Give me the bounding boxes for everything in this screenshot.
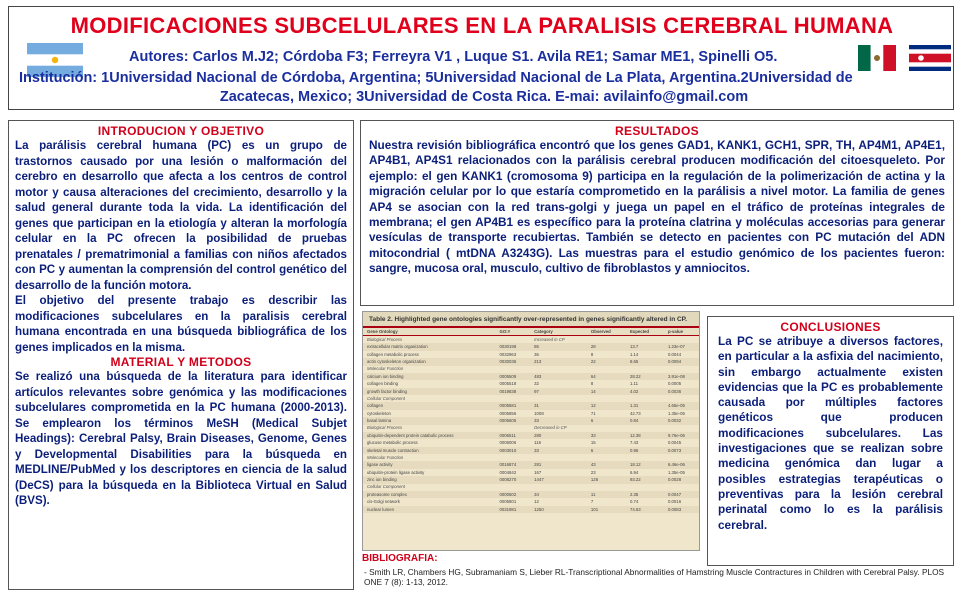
- table-cell: [587, 454, 626, 461]
- table-cell: [530, 395, 587, 402]
- table-cell: 13.7: [626, 343, 664, 350]
- table-cell: 0031981: [495, 506, 530, 513]
- table-row: [363, 351, 699, 358]
- table-cell: [664, 484, 699, 491]
- table-cell: collagen metabolic process: [367, 351, 419, 357]
- table-cell: 0.0044: [667, 351, 682, 357]
- authors: Autores: Carlos M.J2; Córdoba F3; Ferreyra V1 , Luque S1. Avila RE1; Samar ME1, Spinelli O5.: [129, 49, 778, 65]
- table-cell: [626, 484, 664, 491]
- bibliography-reference: - Smith LR, Chambers HG, Subramaniam S, Lieber RL-Transcriptional Abnormalities of Hamstring Muscle Contractures in Children with Cerebral Palsy. PLOS ONE 7 (8): 1-13, 2012.: [364, 567, 945, 587]
- table-cell: zinc ion binding: [363, 476, 495, 483]
- table-row: [363, 432, 699, 439]
- table-cell: 93.22: [626, 476, 664, 483]
- table-header-cell: Category: [530, 328, 587, 336]
- table-cell: [626, 336, 664, 344]
- table-cell: ubiquitin-dependent protein catabolic process: [363, 432, 495, 439]
- table-cell: [587, 425, 626, 432]
- table-cell: 28: [587, 343, 626, 350]
- table-cell: [530, 454, 587, 461]
- costa-rica-flag: [909, 45, 951, 71]
- table-cell: 281: [530, 461, 587, 468]
- table-body: [363, 336, 699, 514]
- table-cell: nuclear lumen: [363, 506, 495, 513]
- gene-ontology-table-image: [362, 311, 700, 551]
- table-cell: [530, 366, 587, 373]
- table-cell: calcium ion binding: [363, 373, 495, 380]
- table-header-cell: GO:#: [495, 328, 530, 336]
- results-paragraph: Nuestra revisión bibliográfica encontró que los genes GAD1, KANK1, GCH1, SPR, TH, AP4M1, AP4E1, AP4B1, AP4S1 relacionados con la parálisis cerebral producen modificación del citoesqueleto. Por ejemplo: el gen KANK1 (cromosoma 9) participa en la regulación de la polimerización de actina y la migración celular por lo que estaría comprometido en la parálisis a nivel motor. La familia de genes AP4 se asocian con la red trans-golgi y juega un papel en el tráfico de proteínas integrales de membrana; el gen AP4B1 es específico para la proteína clatrina y moléculas accesorias para generar vesículas de transporte recubiertas. También se detecto en pacientes con PC mutación del ADN mitocondrial ( mtDNA A3243G). Las muestras para el estudio genómico de los pacientes fueron: sangre, mucosa oral, musculo, cultivo de fibroblastos y amniocitos.: [369, 138, 945, 276]
- table-cell: cis-Golgi network: [367, 499, 400, 505]
- table-cell: 0.0047: [664, 491, 699, 498]
- methods-paragraph: Se realizó una búsqueda de la literatura para identificar artículos relevantes sobre genómica y las modificaciones subcelulares comprometida en la PC humana (2000-2013). Se emplearon los términos MeSH (Medical Subjet Headings): Cerebral Palsy, Brain Diseases, Genome, Genes y Developmental Disabilities para la búsqueda en MEDLINE/PubMed y los descriptores en ciencia de la salud (DeCS) para la búsqueda en la Biblioteca Virtual en Salud (BVS).: [15, 370, 347, 507]
- table-cell: 0005856: [499, 410, 517, 416]
- table-cell: 7: [590, 499, 594, 505]
- table-row: [363, 380, 699, 387]
- table-cell: collagen: [363, 402, 495, 409]
- table-cell: 0.0073: [664, 447, 699, 454]
- table-cell: ubiquitin-protein ligase activity: [367, 469, 425, 475]
- table-cell: 0030198: [495, 343, 530, 350]
- table-cell: Biological Process: [367, 336, 403, 342]
- table-cell: 0.0045: [667, 440, 682, 446]
- table-cell: 23: [590, 469, 596, 475]
- table-cell: 1.11: [629, 381, 638, 387]
- table-row: [363, 498, 699, 505]
- table-caption: Table 2. Highlighted gene ontologies significantly over-represented in genes significantly altered in CP.: [363, 312, 699, 328]
- table-cell: 483: [530, 373, 587, 380]
- intro-paragraph-2: El objetivo del presente trabajo es describir las modificaciones subcelulares en la paralisis cerebral humana encontrada en una búsqueda bibliográfica de los genes implicados en la misma.: [15, 294, 347, 354]
- table-cell: 12: [534, 499, 539, 505]
- bibliography-title: BIBLIOGRAFIA:: [362, 553, 438, 564]
- table-cell: [495, 484, 530, 491]
- table-cell: 1.35e-05: [667, 469, 685, 475]
- table-cell: Molecular Function: [367, 454, 404, 460]
- table-cell: 0005605: [495, 417, 530, 424]
- table-cell: proteasome complex: [363, 491, 495, 498]
- intro-title: INTRODUCION Y OBJETIVO: [97, 124, 265, 138]
- poster-title: MODIFICACIONES SUBCELULARES EN LA PARALISIS CEREBRAL HUMANA: [70, 13, 894, 38]
- table-cell: [626, 425, 664, 432]
- table-cell: 34: [530, 491, 587, 498]
- results-title: RESULTADOS: [615, 124, 699, 138]
- table-cell: 116: [534, 440, 542, 446]
- table-cell: 86: [530, 343, 587, 350]
- conclusions-panel: [707, 316, 954, 566]
- table-cell: [530, 484, 587, 491]
- table-cell: 0004842: [499, 469, 517, 475]
- table-cell: 0005581: [495, 402, 530, 409]
- table-cell: 33: [530, 447, 587, 454]
- table-cell: 22: [587, 358, 626, 365]
- table-cell: 0005801: [499, 499, 517, 505]
- table-cell: Increased in CP: [534, 336, 565, 342]
- table-cell: 0.0083: [664, 506, 699, 513]
- table-cell: [626, 454, 664, 461]
- table-cell: 280: [530, 432, 587, 439]
- table-cell: 33: [530, 417, 587, 424]
- table-cell: 31: [530, 402, 587, 409]
- table-cell: 97: [530, 388, 587, 395]
- table-row: [363, 461, 699, 468]
- table-cell: 9.76e-06: [664, 432, 699, 439]
- table-cell: 101: [587, 506, 626, 513]
- table-cell: 0032963: [499, 351, 517, 357]
- table-row: [363, 454, 699, 461]
- table-header-cell: Gene Ontology: [363, 328, 495, 336]
- table-cell: [664, 454, 699, 461]
- table-cell: 0.0094: [664, 358, 699, 365]
- table-cell: [587, 366, 626, 373]
- table-row: [363, 343, 699, 350]
- institution-line-1: Institución: 1Universidad Nacional de Córdoba, Argentina; 5Universidad Nacional de La Plata, Argentina.2Universidad de: [19, 70, 853, 86]
- intro-paragraph-1: La parálisis cerebral humana (PC) es un grupo de trastornos causado por una lesión o malformación del cerebro en desarrollo que afecta a los centros de control motor y causa alteraciones del crecimiento, desarrollo y la salud general durante toda la vida. La identificación del genes que participan en la etiología y alteran la morfología celular en la PC ofrecen la posibilidad de pruebas prenatales / prematrimonial a familias con niños afectados con PC y aumentan la comprensión del control genético del desarrollo de la función motora.: [15, 139, 347, 292]
- table-cell: 4.02: [626, 388, 664, 395]
- conclusions-paragraph: La PC se atribuye a diversos factores, en particular a la asfixia del nacimiento, sin embargo actualmente existen evidencias que la PC es probablemente causada por múltiples factores genéticos que producen modificaciones subcelulares. Las investigaciones que se realizan sobre medicina genómica dan lugar a posibles estrategias terapéuticas o preventivas para la lesión cerebral perinatal como lo es la parálisis cerebral.: [718, 334, 943, 532]
- table-cell: 11: [587, 491, 626, 498]
- table-cell: 1447: [530, 476, 587, 483]
- table-cell: 213: [530, 358, 587, 365]
- table-cell: skeletal muscle contraction: [363, 447, 495, 454]
- table-cell: 6: [587, 417, 626, 424]
- table-cell: [587, 395, 626, 402]
- results-panel: [360, 120, 954, 306]
- table-cell: 0.84: [626, 417, 664, 424]
- table-row: [363, 447, 699, 454]
- table-cell: 12: [587, 402, 626, 409]
- table-cell: 0.96: [626, 447, 664, 454]
- table-cell: 126: [587, 476, 626, 483]
- table-cell: 42.73: [629, 410, 641, 416]
- table-row: [363, 506, 699, 513]
- table-cell: 18.12: [626, 461, 664, 468]
- table-cell: 1.31: [626, 402, 664, 409]
- table-cell: 8: [590, 381, 594, 387]
- methods-title: MATERIAL Y METODOS: [110, 355, 252, 369]
- table-row: [363, 373, 699, 380]
- table-row: [363, 439, 699, 446]
- table-row: [363, 469, 699, 476]
- table-cell: [495, 336, 530, 344]
- table-cell: 14: [587, 388, 626, 395]
- table-cell: 0030036: [495, 358, 530, 365]
- table-cell: 4.65e-05: [664, 402, 699, 409]
- table-row: [363, 336, 699, 344]
- table-row: [363, 410, 699, 417]
- table-cell: [587, 484, 626, 491]
- poster-header: [8, 6, 954, 110]
- table-cell: [626, 366, 664, 373]
- table-cell: cytoskeleton: [367, 410, 391, 416]
- table-cell: 0000502: [495, 491, 530, 498]
- table-header-row: [363, 328, 699, 336]
- institution: [19, 69, 949, 107]
- table-cell: 36: [534, 351, 539, 357]
- table-cell: Molecular Function: [367, 366, 404, 372]
- table-cell: 6: [587, 447, 626, 454]
- table-cell: [587, 336, 626, 344]
- table-row: [363, 417, 699, 424]
- table-cell: [495, 395, 530, 402]
- table-cell: [664, 336, 699, 344]
- institution-line-2: Zacatecas, Mexico; 3Universidad de Costa Rica. E-mai: avilainfo@gmail.com: [219, 89, 749, 105]
- table-cell: [495, 425, 530, 432]
- table-row: [363, 358, 699, 365]
- table-cell: Biological Process: [367, 425, 403, 431]
- table-cell: 167: [534, 469, 542, 475]
- intro-methods-panel: [8, 120, 354, 590]
- table-cell: 7.43: [629, 440, 639, 446]
- table-cell: 71: [590, 410, 596, 416]
- table-cell: 0019838: [495, 388, 530, 395]
- table-cell: [626, 395, 664, 402]
- table-cell: 28.22: [626, 373, 664, 380]
- table-row: [363, 484, 699, 491]
- table-cell: Cellular Component: [367, 395, 405, 401]
- table-cell: 1250: [530, 506, 587, 513]
- table-cell: basal lamina: [363, 417, 495, 424]
- table-cell: 2.35: [626, 491, 664, 498]
- table-cell: 1.35e-05: [667, 410, 685, 416]
- table-cell: Decreased in CP: [534, 425, 567, 431]
- table-cell: 0.0032: [664, 417, 699, 424]
- table-cell: 43: [587, 461, 626, 468]
- table-cell: collagen binding: [367, 381, 399, 387]
- table-cell: 6.46e-06: [664, 461, 699, 468]
- table-cell: 1008: [534, 410, 544, 416]
- table-cell: glucose metabolic process: [367, 440, 418, 446]
- table-cell: 1.14: [629, 351, 639, 357]
- mexico-flag: [858, 45, 896, 71]
- table-header-cell: Expected: [626, 328, 664, 336]
- table-cell: 74.63: [626, 506, 664, 513]
- table-cell: 12.38: [626, 432, 664, 439]
- gene-ontology-table: [363, 328, 699, 513]
- table-cell: 15: [590, 440, 596, 446]
- table-cell: 64: [587, 373, 626, 380]
- table-cell: 0.0016: [667, 499, 682, 505]
- table-header-cell: Observed: [587, 328, 626, 336]
- table-row: [363, 476, 699, 483]
- table-cell: 33: [587, 432, 626, 439]
- table-cell: Cellular Component: [367, 484, 405, 490]
- table-cell: [664, 425, 699, 432]
- table-cell: 6.94: [629, 469, 639, 475]
- table-cell: [664, 366, 699, 373]
- table-cell: [495, 366, 530, 373]
- table-cell: 8: [590, 351, 594, 357]
- table-cell: growth factor binding: [363, 388, 495, 395]
- table-cell: 0008270: [495, 476, 530, 483]
- table-row: [363, 366, 699, 373]
- table-cell: 0005518: [499, 381, 517, 387]
- table-row: [363, 425, 699, 432]
- table-cell: actin cytoskeleton organization: [363, 358, 495, 365]
- table-cell: 0.74: [629, 499, 639, 505]
- table-cell: [664, 395, 699, 402]
- table-cell: 0003010: [495, 447, 530, 454]
- table-header-cell: p-value: [664, 328, 699, 336]
- conclusions-title: CONCLUSIONES: [780, 320, 881, 334]
- table-cell: extracellular matrix organization: [363, 343, 495, 350]
- table-cell: 0006511: [495, 432, 530, 439]
- table-cell: 1.23e-07: [664, 343, 699, 350]
- table-row: [363, 395, 699, 402]
- table-row: [363, 491, 699, 498]
- table-cell: [495, 454, 530, 461]
- table-row: [363, 388, 699, 395]
- table-cell: 8.65: [626, 358, 664, 365]
- table-cell: 32: [534, 381, 539, 387]
- table-cell: 3.91e-08: [664, 373, 699, 380]
- table-cell: 0016874: [495, 461, 530, 468]
- table-row: [363, 402, 699, 409]
- table-cell: 0005509: [495, 373, 530, 380]
- table-cell: 0.0036: [664, 388, 699, 395]
- table-cell: 0.0005: [667, 381, 682, 387]
- table-cell: 0006006: [499, 440, 517, 446]
- table-cell: 0.0028: [664, 476, 699, 483]
- table-cell: ligase activity: [363, 461, 495, 468]
